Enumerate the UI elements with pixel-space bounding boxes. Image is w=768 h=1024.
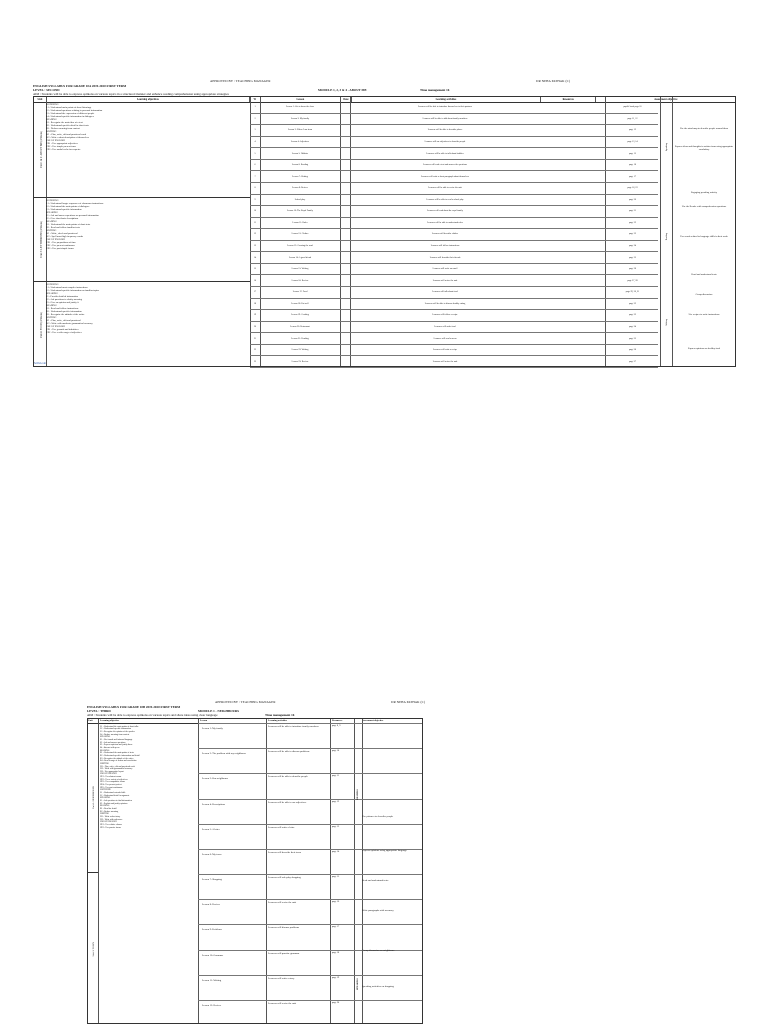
week-number: 10 [253,210,257,213]
aim-2: AIM : Students will be able to express opinions on various topics and share ideas using clear language [87,713,218,717]
resource: page 22 [629,221,636,224]
learning-activity: Learners will practise grammar [268,951,300,955]
activity-band: SPEAKING [357,978,359,990]
unit-block [34,198,250,282]
week-number: 17 [253,291,257,294]
learning-activity: Learners will be able to introduce family members [268,725,319,728]
resource: page 21 [629,210,636,213]
activity-band: Reading [666,233,668,241]
header-assessment: Assessment objective [362,719,384,722]
lesson-title: Lesson 12: Clothes [291,233,309,236]
resource: page 12 [629,129,636,132]
unit-label-2: Unit 1: NEIGHBOURS [88,723,98,873]
week-number: 23 [253,360,257,363]
resource: page 18 [332,951,340,954]
week-number: 16 [253,279,257,282]
row-divider [198,824,422,825]
resource: page 15 [629,152,636,155]
learning-activity: Learners will order food [434,326,456,329]
row-divider [198,1000,422,1001]
resource: page 24 [629,245,636,248]
resource: page 37 [629,360,636,363]
resource: page 20 [332,1001,340,1004]
header-unit: Unit [88,719,93,722]
header-assessment: Assessment objective [654,98,678,101]
week-number: 9 [254,198,256,201]
lesson-title: Lesson 4: Adjectives [290,140,310,143]
resource: page 8, 9 [332,725,341,727]
assessment-cell-2: Speaking activities on shopping [362,985,394,988]
learning-activity: Learners will write a story [268,976,295,980]
resource: page 11 [332,775,340,778]
approved-by: APPROVED BY : TEACHING MANAGER [215,700,276,704]
week-number: 22 [253,349,257,352]
week-number: 13 [253,245,257,248]
assessment-cell: Use the Reader with comprehension questions [681,205,727,208]
week-number: 21 [253,337,257,340]
learning-activity: Learners will revise the unit [432,279,458,282]
table-row [250,102,658,114]
learning-activity: Learners will be able to revise the unit [428,187,462,190]
week-number: 3 [254,129,256,132]
learning-activity: Learners will write an email [432,268,458,271]
lesson-title: Lesson 4: Descriptions [202,802,225,806]
lesson-title: Lesson 16: Review [291,279,309,282]
week-number: 1 [254,106,256,109]
syllabus-title-2: ENGLISH SYLLABUS FOR GRADE 10B 2019-2020 FIRST TERM [87,705,181,709]
resource: page 10 [332,750,340,753]
resource: page 18, 19 [627,187,638,190]
learning-activity: Learners will follow instructions [430,245,460,248]
learning-activity: Learners will use adjectives to describe people [424,140,466,143]
module-2: MODULE 1 - NEIGHBOURS [198,709,239,713]
assessment-cell: Express opinions on healthy food [687,347,720,350]
activity-band: Speaking [666,142,668,152]
table-row [250,299,658,311]
week-number: 14 [253,256,257,259]
header-unit: Unit [34,97,47,102]
learning-activity: Learners will be able to talk about hobbies [426,152,464,155]
assessment-cell: Group discussion [695,293,713,296]
lesson-title: Lesson 21: Reading [291,337,309,340]
lesson-title: Lesson 7: Writing [292,175,308,178]
lesson-title: Lesson 1: My family [202,727,223,730]
row-divider [198,773,422,774]
header-lesson: Lesson [261,97,341,102]
lesson-title: Lesson 1: Get to know the class [286,106,314,109]
unit-label: Unit 1 & 2: ABOUT ME (4 Weeks) [39,131,43,168]
time-management-2: Time management 16 [265,713,295,717]
lesson-title: Lesson 11: Rules [292,221,308,224]
resource: page 16 [332,901,340,904]
week-number: 7 [254,175,256,178]
learning-activity: Learners will revise the unit [432,360,458,363]
learning-activity: Learners will write a letter [268,825,295,829]
learning-activity: Learners will be able to describe people [268,775,308,779]
approval-line-2 [215,700,425,704]
learning-activity: Learners will read about the royal family [427,210,463,213]
unit-objectives-2: LISTENING L1 - Understand the main points of short talks L2 - Understand specific information L3 - Recognise the opinion of the speaker L4 - Deduce meaning from context SPEAKING S1 - Use formal and informal language S2 - Ask and answer questions S3 - Express opinions and justify them S4 - Interact with peers READING R1 - Understand the main points of texts R2 - Understand specific information and detail R3 - Recognise the attitude of the writer R4 - Read a range of fiction and non-fiction WRITING W1 - Plan, write, edit and proofread work W2 - Write with grammatical accuracy W3 - Use appropriate layout USE OF ENGLISH UE1 - Use abstract nouns UE2 - Use a variety of adjectives UE3 - Use comparative forms UE4 - Use present perfect UE5 - Use past continuous LISTENING L1 - Understand extended talk L2 - Understand detail in argument SPEAKING S1 - Ask questions to find information S2 - Explain and justify opinions READING R1 - Read for detail R2 - Deduce meaning WRITING W1 - Write a short story W2 - Write with coherence USE OF ENGLISH UE1 - Use relative clauses UE2 - Use passive forms [100,723,140,829]
learning-activity: Learners will describe their town [268,850,302,854]
aim: AIM : Students will be able to express opinions on various topics in a structured manner and enhance reading comprehension using appropriate strategies [33,92,229,96]
week-number: 15 [253,268,257,271]
table-row [250,252,658,264]
assessment-cell: Use words related to language skills in their work [680,235,728,238]
lesson-title: Lesson 14: A good friend [288,256,312,259]
table-row [250,218,658,230]
lesson-title: Lesson 17: Food [292,291,308,294]
footer-link[interactable]: Scribd.com [34,362,46,365]
table-row [250,275,658,287]
assessment-cell-2: Write paragraphs with accuracy [362,909,394,912]
lesson-title: Lesson 5: Hobbies [291,152,309,155]
resource: page 19 [332,976,340,979]
assessment-cell-2: Read and understand texts [362,879,389,882]
row-divider [198,899,422,900]
assessment-cell: Read and understand texts [691,273,717,276]
syllabus-table-1 [33,96,736,367]
unit-objectives: LISTENING L1 - Understand longer sequences of classroom instructions L2 - Understand the main points of dialogues L3 - Understand specific information SPEAKING S1 - Ask and answer questions on personal information S2 - Give short basic descriptions READING R1 - Understand the main points of short texts R2 - Read and follow familiar texts WRITING W1 - Write, check and proofread W2 - Spell most high frequency words USE OF ENGLISH UE1 - Use prepositions of time UE2 - Use present continuous UE3 - Use past simple forms [46,199,104,250]
unit-objectives: LISTENING L1 - Understand main points of short listenings L2 - Understand questions relating to personal information L3 - Understand the expression of different people L4 - Understand specific information in dialogues READING R1 - Recognise the main idea of a text R2 - Understand specific detail in short texts R3 - Deduce meaning from context WRITING W1 - Plan, write, edit and proofread work W2 - Write a short description of themselves USE OF ENGLISH UE1 - Use appropriate adjectives UE2 - Use simple present tense UE3 - Use modal verbs for requests [46,103,103,151]
table-row [250,171,658,183]
lesson-title: Lesson 3: Where I am from [287,129,313,132]
col-divider [672,97,673,366]
table-row [250,345,658,357]
header-resources: Resources [541,97,596,102]
table-row [250,322,658,334]
lesson-title: Lesson 2: My family [290,117,310,120]
table-row [250,241,658,253]
col-divider [660,97,661,366]
lesson-title: Lesson 12: Review [202,1003,222,1007]
unit-block [34,282,250,368]
resource: page 25 [629,256,636,259]
row-divider [198,748,422,749]
syllabus-table-2 [87,718,423,1024]
learning-activity: Learners will be able to use adjectives [268,800,307,804]
learning-activity: Learners will discuss problems [268,926,300,930]
resource: page 15 [332,876,340,878]
assessment-cell: Engaging speaking activity [690,191,718,194]
resource: page 23 [629,233,636,236]
learning-activity: Learners will revise the unit [268,1001,297,1005]
header-objectives: Learning objectives [47,97,250,102]
resource: page 32 [629,302,636,305]
lesson-title: Lesson 20: Restaurant [290,326,310,329]
learning-activity: Learners will role-play shopping [268,876,301,879]
lesson-title: School play [294,198,306,201]
resource: page 13 [332,825,340,828]
table-row [250,287,658,299]
table-row [250,206,658,218]
lesson-title: Lesson 9: Problems [202,928,222,932]
table-row [250,137,658,149]
lesson-title: Lesson 2: The problem with my neighbours [202,752,246,756]
level-2: LEVEL : THIRD [87,709,111,713]
learning-activity: Learners will be able to discuss problems [268,750,310,754]
table-row [250,264,658,276]
learning-activity: Learners will revise the unit [268,901,297,905]
resource: page 12 [332,800,340,803]
lesson-title: Lesson 8: Review [202,903,220,907]
syllabus-title: ENGLISH SYLLABUS FOR GRADE 10A 2019-2020 FIRST TERM [33,84,127,88]
learning-activity: Learners will describe their friends [429,256,461,259]
learning-activity: Learners will write a short paragraph about themselves [420,175,470,178]
activity-band: Writing [666,318,668,326]
lesson-title: Lesson 5: A letter [202,827,220,831]
resource: page 29, 30, 31 [625,291,640,294]
week-number: 8 [254,187,256,190]
table-row [250,148,658,160]
week-number: 11 [253,221,257,224]
resource: page 36 [629,349,636,352]
assessment-cell-2: Express opinions using appropriate language [362,849,407,852]
resource: page 26 [629,268,636,271]
module: MODULE 1, 2, 3 & 4 - ABOUT ME [318,88,367,92]
unit-label: Unit 4: FOOD (4 Weeks) [39,311,43,339]
lesson-title: Lesson 6: My town [202,852,222,856]
col-divider [266,719,267,1023]
assessment-cell: Use recipes to write instructions [688,313,720,316]
table-row [250,160,658,172]
unit-objectives: LISTENING L1 - Understand most complex instructions L2 - Understand specific information on familiar topics SPEAKING S1 - Provide detailed information S2 - Ask questions to clarify meaning S3 - Give an opinion and justify it READING R1 - Read and follow instructions R2 - Understand specific information R3 - Recognise the attitude of the writer WRITING W1 - Plan, write, edit and proofread W2 - Write with moderate grammatical accuracy USE OF ENGLISH UE1 - Use gerunds and infinitives UE2 - Use a wide range of adjectives [46,283,100,334]
lesson-title: Lesson 10: The Royal Family [287,210,313,213]
lesson-title: Lesson 19: Cooking [291,314,309,317]
row-divider [198,975,422,976]
week-number: 18 [253,302,257,305]
header-lesson: Lesson [200,719,208,722]
row-divider [198,874,422,875]
lesson-title: Lesson 10: Grammar [202,953,224,957]
lesson-title: Lesson 23: Review [291,360,309,363]
learning-activity: Learners will be able to introduce themselves to their partners [417,106,473,109]
col-divider [330,719,331,1023]
week-number: 5 [254,152,256,155]
resource: page 17 [332,926,340,929]
lesson-title: Lesson 11: Writing [202,978,222,982]
row-divider [198,924,422,925]
principal: DR NEHA PATHAK (C) [391,700,425,704]
unit-label-2: Unit 2: TOWN [91,941,95,957]
activity-band: READING [357,788,359,800]
resource: page 14 [332,850,340,853]
header-objective: Learning objective [100,719,120,722]
resource: page 34 [629,326,636,329]
learning-activity: Learners will be able to describe places [427,129,463,132]
lesson-title: Lesson 3: Our neighbours [202,777,228,781]
table-row [250,195,658,207]
assessment-cell-2: Group discussion on neighbours [362,949,395,952]
resource: page 27, 28 [627,279,638,282]
assessment-cell: Use the mind map to describe people around them [679,127,729,130]
lesson-title: Lesson 7: Shopping [202,878,222,881]
learning-activity: Learners will follow a recipe [432,314,458,317]
learning-activity: Learners will be able to read a school play [426,198,464,201]
table-row [250,333,658,345]
unit-label: Unit 3: LET THERE BE (4 Weeks) [39,221,43,258]
learning-activity: Learners will be able to talk about family members [422,117,468,120]
table-row [250,114,658,126]
learning-activity: Learners will be able to discuss healthy eating [424,302,466,305]
resource: page 16 [629,164,636,167]
learning-activity: Learners will read a menu [433,337,457,340]
table-row [250,229,658,241]
header-date: Date [341,97,352,102]
lesson-title: Lesson 18: Eat well [291,302,309,305]
learning-activity: Learners will describe clothes [431,233,459,236]
learning-activity: Learners will talk about food [432,291,458,294]
lesson-title: Lesson 13: Crossing the road [287,245,313,248]
row-divider [198,799,422,800]
learning-activity: Learners will write a recipe [432,349,458,352]
learning-activity: Learners will be able to understand rules [427,221,463,224]
table-row [250,125,658,137]
week-number: 2 [254,117,256,120]
header-resources: Resources [332,719,343,722]
col-divider [362,719,363,1023]
week-number: 19 [253,314,257,317]
table-row [250,183,658,195]
resource: page 13, 14 [627,140,638,143]
week-number: 20 [253,326,257,329]
time-management: Time management 16 [420,88,450,92]
approved-by: APPROVED BY : TEACHING MANAGER [210,79,271,83]
lesson-title: Lesson 22: Writing [291,349,309,352]
lesson-title: Lesson 15: Writing [291,268,309,271]
assessment-cell-2: Use pictures to describe people [362,815,394,818]
resource: page 17 [629,175,636,178]
header-activities: Learning activities [352,97,541,102]
unit-block [34,102,250,198]
week-number: 6 [254,164,256,167]
week-number: 4 [254,140,256,143]
level: LEVEL : SECOND [33,88,60,92]
resource: page 35 [629,337,636,340]
table-row [250,310,658,322]
week-number: 12 [253,233,257,236]
resource: pupils' book page 10 [623,106,642,109]
resource: page 11, 12 [627,117,638,120]
approval-line [210,79,570,83]
resource: page 33 [629,314,636,317]
principal: DR NEHA PATHAK (C) [536,79,570,83]
syllabus-page-1 [0,0,768,420]
resource: page 20 [629,198,636,201]
lesson-title: Lesson 8: Review [292,187,308,190]
header-activities: Learning activities [268,719,288,722]
assessment-cell: Express ideas and thoughts in written form using appropriate vocabulary [674,145,734,151]
header-week: W [250,97,261,102]
table-row [250,356,658,368]
learning-activity: Learners will read a text and answer the questions [423,164,467,167]
lesson-title: Lesson 6: Reading [291,164,309,167]
row-divider [198,723,422,724]
